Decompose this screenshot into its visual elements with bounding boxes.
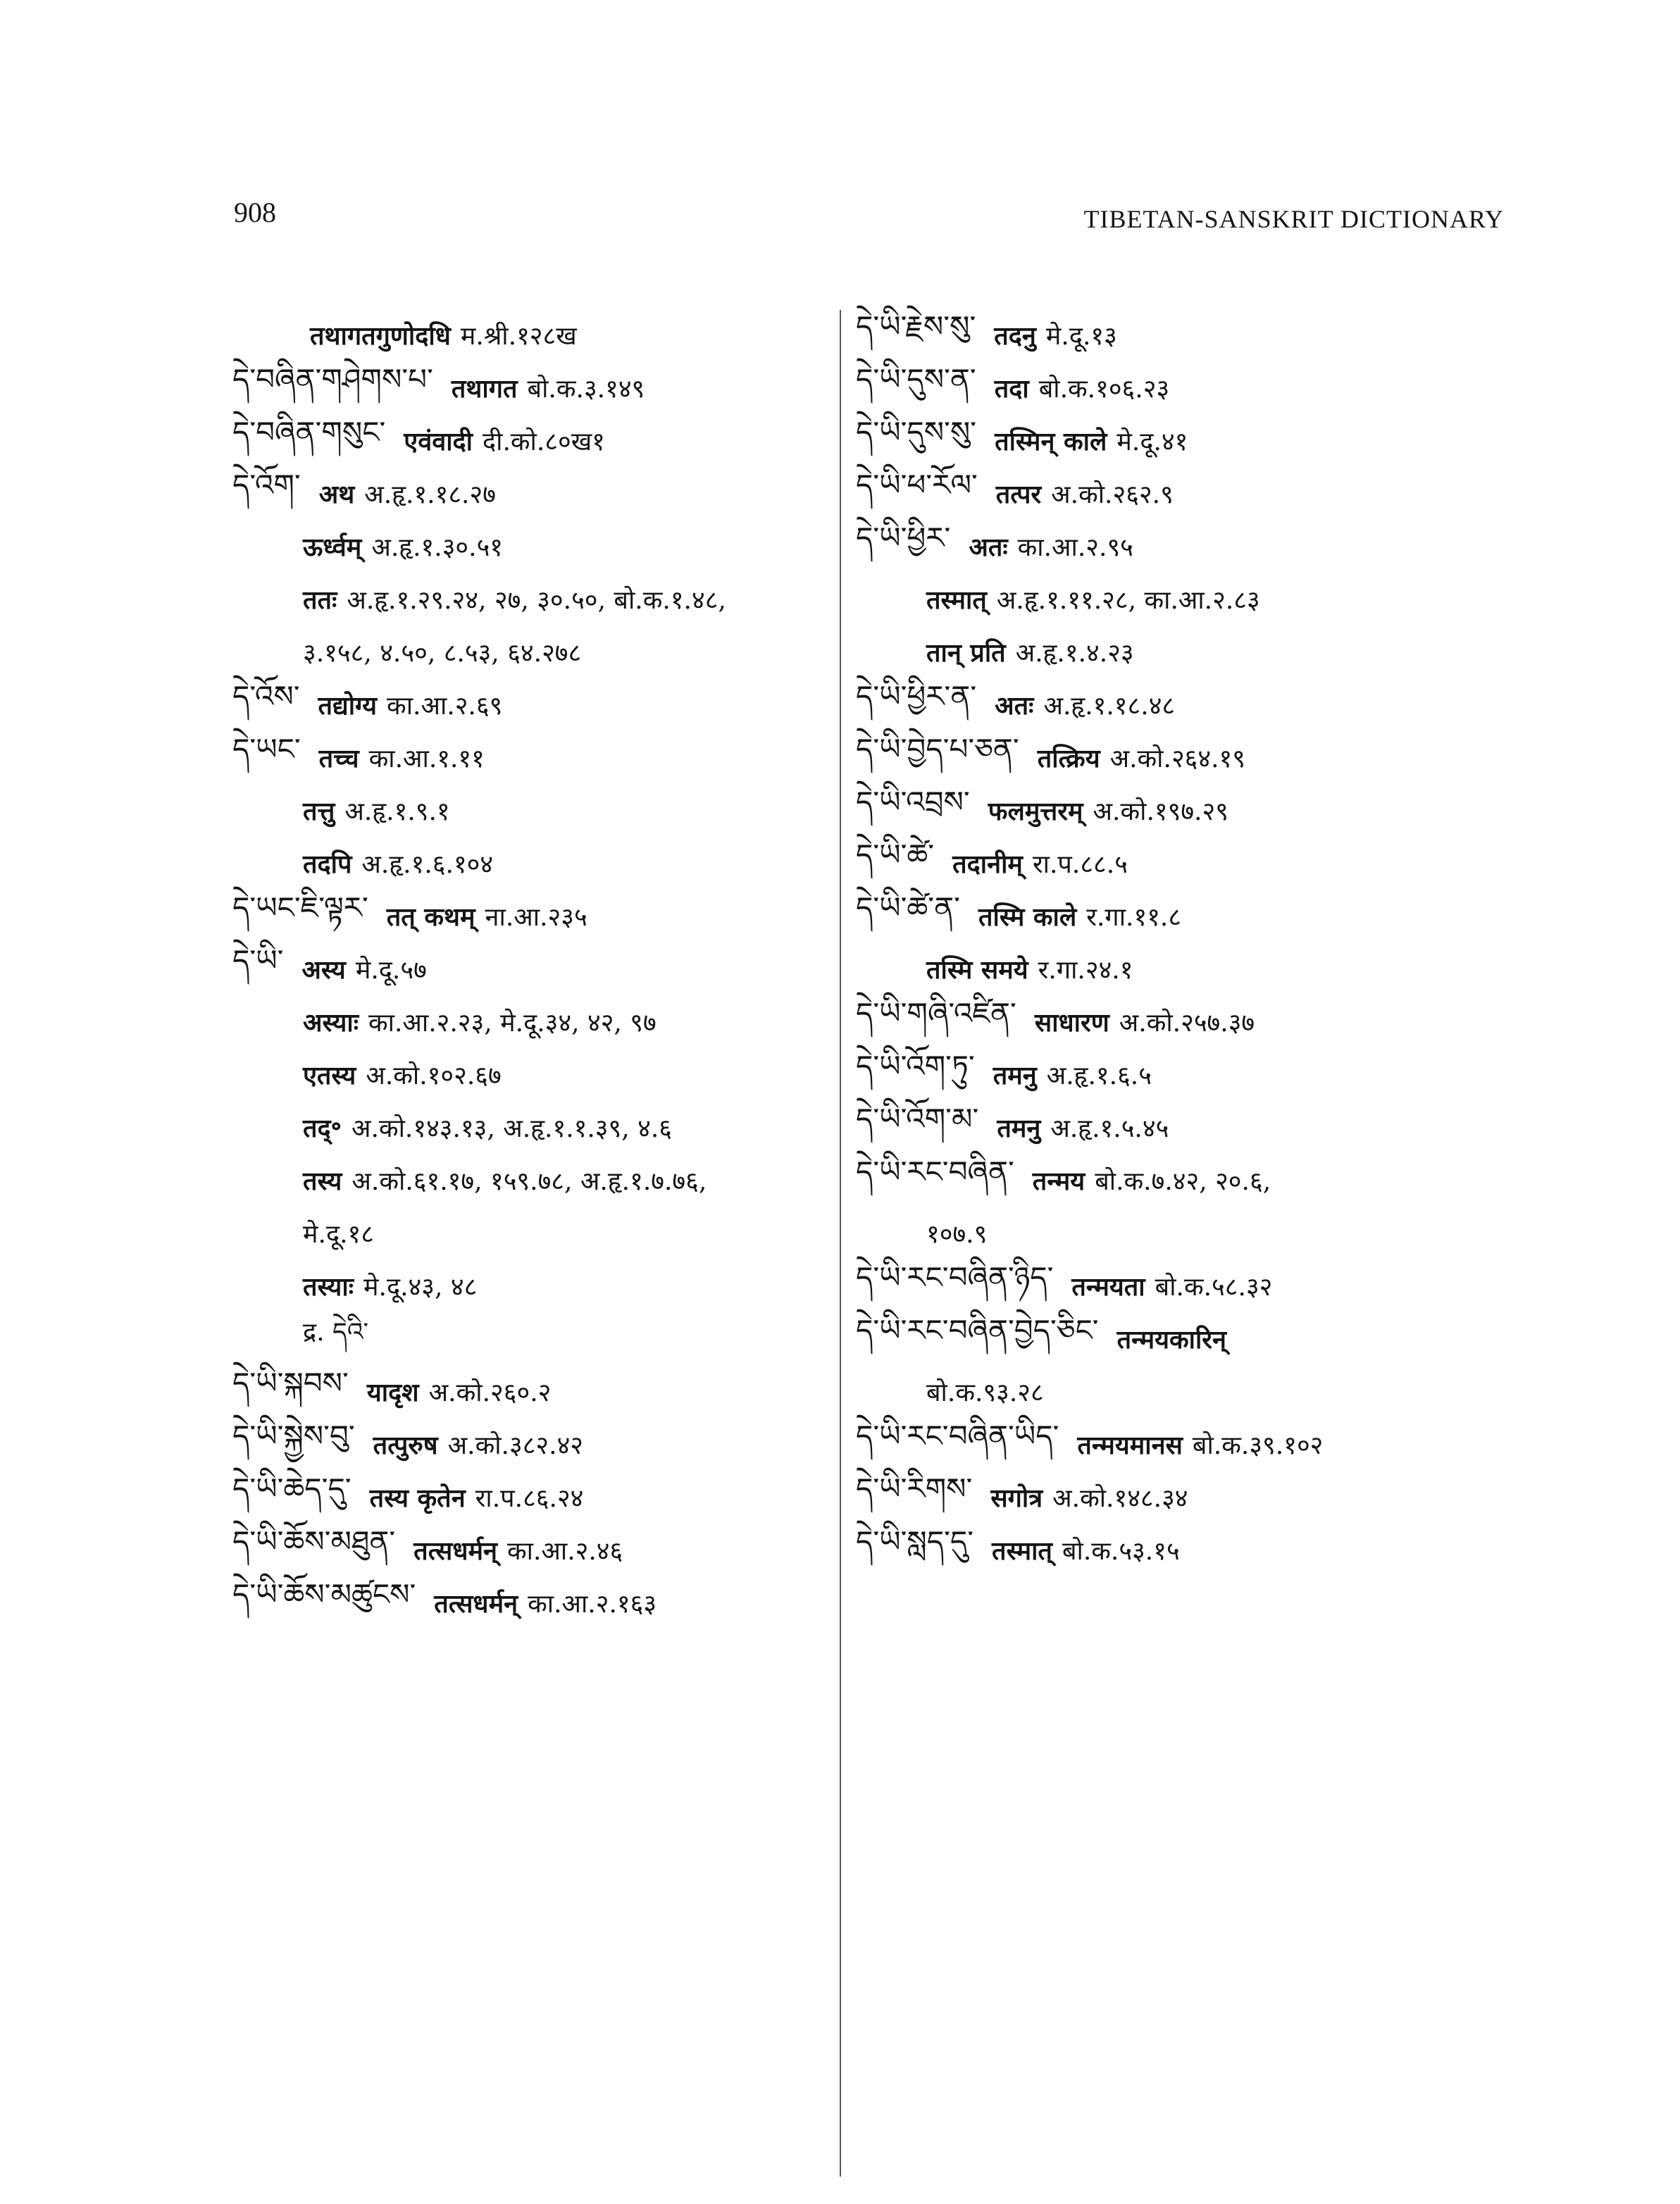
page-header bbox=[0, 0, 1680, 254]
sanskrit-equivalent: तत्सधर्मन् bbox=[413, 1536, 497, 1566]
source-reference: अ.हृ.१.२९.२४, २७, ३०.५०, बो.क.१.४८, bbox=[347, 586, 726, 615]
sanskrit-equivalent: तद्॰ bbox=[303, 1114, 342, 1143]
sanskrit-equivalent: तस्मात् bbox=[926, 585, 987, 615]
dictionary-entry bbox=[856, 784, 1476, 837]
source-reference: द्र. དེའི་ bbox=[303, 1317, 369, 1347]
column-divider bbox=[840, 310, 841, 2177]
source-reference: अ.को.२५७.३७ bbox=[1119, 1009, 1255, 1038]
tibetan-headword: དེ་ཡི་ཚེ་ bbox=[856, 838, 935, 872]
tibetan-headword: དེ་ཡི་འོག་ཏུ་ bbox=[856, 1049, 975, 1083]
tibetan-headword: དེ་ཡང་ཇི་ལྟར་ bbox=[232, 890, 368, 925]
sanskrit-equivalent: तस्मात् bbox=[992, 1536, 1052, 1566]
source-reference: का.आ.१.११ bbox=[368, 745, 485, 773]
source-reference: म.श्री.१२८ख bbox=[460, 322, 577, 351]
dictionary-entry bbox=[856, 1524, 1476, 1576]
page-number: 908 bbox=[234, 197, 276, 228]
source-reference: अ.हृ.१.११.२८, का.आ.२.८३ bbox=[996, 586, 1260, 615]
dictionary-entry bbox=[856, 1312, 1476, 1365]
dictionary-entry bbox=[856, 520, 1476, 573]
sanskrit-equivalent: तस्मि काले bbox=[978, 902, 1077, 932]
sanskrit-equivalent: तदा bbox=[994, 374, 1029, 404]
source-reference: का.आ.२.६९ bbox=[387, 692, 503, 721]
tibetan-headword: དེ་ཡི་རྗེས་སུ་ bbox=[856, 309, 976, 344]
source-reference: अ.को.१४३.१३, अ.हृ.१.१.३९, ४.६ bbox=[351, 1114, 673, 1143]
sanskrit-equivalent: तन्मयता bbox=[1071, 1272, 1145, 1302]
sanskrit-equivalent: तस्य कृतेन bbox=[369, 1483, 466, 1513]
source-reference: अ.हृ.१.६.१०४ bbox=[361, 850, 494, 879]
source-reference: मे.दू.४१ bbox=[1116, 428, 1188, 456]
sanskrit-equivalent: तत्क्रिय bbox=[1037, 744, 1100, 773]
tibetan-headword: དེ་བཞིན་གསུང་ bbox=[232, 415, 386, 449]
sanskrit-equivalent: तच्च bbox=[318, 744, 359, 773]
sanskrit-equivalent: तमनु bbox=[993, 1061, 1037, 1090]
tibetan-headword: དེ་ཡི་རང་བཞིན་ bbox=[856, 1154, 1014, 1189]
sanskrit-equivalent: तत्पर bbox=[995, 480, 1042, 509]
source-reference: का.आ.२.९५ bbox=[1017, 533, 1133, 562]
source-reference: अ.हृ.१.१८.४८ bbox=[1043, 692, 1176, 721]
source-reference: बो.क.७.४२, २०.६, bbox=[1095, 1167, 1271, 1196]
source-reference: मे.दू.४३, ४८ bbox=[363, 1273, 478, 1302]
source-reference: अ.को.६१.१७, १५९.७८, अ.हृ.१.७.७६, bbox=[351, 1167, 707, 1196]
sanskrit-equivalent: अस्य bbox=[301, 955, 346, 985]
source-reference: ना.आ.२३५ bbox=[485, 903, 587, 932]
source-reference: अ.को.२६४.१९ bbox=[1109, 745, 1245, 773]
tibetan-headword: དེ་ཡི་རང་བཞིན་ཉིད་ bbox=[856, 1260, 1054, 1295]
source-reference: अ.को.३८२.४२ bbox=[447, 1431, 584, 1460]
source-reference: का.आ.२.४६ bbox=[506, 1537, 623, 1566]
tibetan-headword: དེ་ཡི་སླད་དུ་ bbox=[856, 1524, 974, 1559]
dictionary-entry bbox=[856, 890, 1476, 942]
source-reference: रा.प.८६.२४ bbox=[475, 1484, 584, 1513]
source-reference: अ.को.२६२.९ bbox=[1051, 480, 1174, 509]
tibetan-headword: དེ་འོས་ bbox=[232, 679, 300, 714]
tibetan-headword: དེ་ཡི་ཚེ་ན་ bbox=[856, 890, 960, 925]
sanskrit-equivalent: तदानीम् bbox=[952, 849, 1023, 879]
source-reference: रा.प.८८.५ bbox=[1032, 850, 1128, 879]
tibetan-headword: དེ་ཡི་ཕྱིར་ bbox=[856, 521, 951, 555]
sanskrit-equivalent: तद्योग्य bbox=[318, 691, 378, 721]
dictionary-entry bbox=[232, 573, 838, 625]
sanskrit-equivalent: तदनु bbox=[994, 321, 1036, 351]
sanskrit-equivalent: अस्याः bbox=[303, 1008, 359, 1038]
sanskrit-equivalent: ऊर्ध्वम् bbox=[303, 533, 362, 562]
source-reference: अ.हृ.१.६.५ bbox=[1046, 1061, 1152, 1090]
sanskrit-equivalent: तन्मयकारिन् bbox=[1116, 1325, 1227, 1355]
dictionary-entry bbox=[232, 520, 838, 573]
tibetan-headword: དེ་ཡི་དུས་ན་ bbox=[856, 362, 976, 397]
dictionary-entry bbox=[232, 1576, 838, 1629]
source-reference: मे.दू.१३ bbox=[1045, 322, 1117, 351]
sanskrit-equivalent: एतस्य bbox=[303, 1061, 356, 1090]
tibetan-headword: དེ་བཞིན་གཤེགས་པ་ bbox=[232, 362, 433, 397]
sanskrit-equivalent: तस्य bbox=[303, 1166, 342, 1196]
source-reference: दी.को.८०ख१ bbox=[483, 428, 605, 456]
dictionary-entry bbox=[232, 625, 838, 678]
source-reference: अ.को.१०२.६७ bbox=[366, 1061, 502, 1090]
tibetan-headword: དེ་ཡི་བྱེད་པ་ཅན་ bbox=[856, 732, 1019, 766]
source-reference: अ.हृ.१.९.१ bbox=[344, 797, 450, 826]
sanskrit-equivalent: तस्मिन् काले bbox=[995, 427, 1107, 456]
sanskrit-equivalent: तन्मय bbox=[1032, 1166, 1085, 1196]
tibetan-headword: དེ་འོག་ bbox=[232, 468, 301, 502]
tibetan-headword: དེ་ཡི་སྐབས་ bbox=[232, 1366, 349, 1400]
source-reference: बो.क.३९.१०२ bbox=[1192, 1431, 1324, 1460]
dictionary-entry bbox=[232, 784, 838, 837]
sanskrit-equivalent: तमनु bbox=[997, 1114, 1041, 1143]
source-reference: बो.क.५३.१५ bbox=[1062, 1537, 1180, 1566]
source-reference: मे.दू.१८ bbox=[303, 1220, 374, 1249]
source-reference: बो.क.९३.२८ bbox=[926, 1378, 1044, 1407]
dictionary-entry bbox=[232, 995, 838, 1048]
dictionary-entry bbox=[232, 1101, 838, 1154]
left-column bbox=[232, 309, 838, 1629]
tibetan-headword: དེ་ཡི་ཆོས་མཚུངས་ bbox=[232, 1577, 416, 1612]
tibetan-headword: དེ་ཡི་རིགས་ bbox=[856, 1471, 973, 1506]
tibetan-headword: དེ་ཡི་ཆོས་མཐུན་ bbox=[232, 1524, 396, 1559]
tibetan-headword: དེ་ཡི་རང་བཞིན་ཡིད་ bbox=[856, 1419, 1059, 1453]
tibetan-headword: དེ་ཡི་འབྲས་ bbox=[856, 785, 970, 819]
source-reference: र.गा.२४.१ bbox=[1038, 956, 1133, 985]
tibetan-headword: དེ་ཡི་སྐྱེས་བུ་ bbox=[232, 1419, 355, 1453]
sanskrit-equivalent: सगोत्र bbox=[990, 1483, 1043, 1513]
sanskrit-equivalent: तत् कथम् bbox=[386, 902, 475, 932]
dictionary-entry bbox=[232, 731, 838, 784]
dictionary-entry bbox=[232, 678, 838, 731]
dictionary-entry bbox=[232, 890, 838, 942]
source-reference: अ.हृ.१.५.४५ bbox=[1050, 1114, 1169, 1143]
tibetan-headword: དེ་ཡི་རང་བཞིན་བྱེད་ཅིང་ bbox=[856, 1313, 1099, 1347]
dictionary-entry bbox=[232, 414, 838, 467]
sanskrit-equivalent: तत्तु bbox=[303, 797, 335, 826]
source-reference: का.आ.२.१६३ bbox=[528, 1590, 657, 1619]
dictionary-entry bbox=[232, 1154, 838, 1207]
tibetan-headword: དེ་ཡི་གཞི་འཛིན་ bbox=[856, 996, 1016, 1031]
source-reference: बो.क.१०६.२३ bbox=[1038, 375, 1170, 404]
dictionary-entry bbox=[856, 1154, 1476, 1207]
sanskrit-equivalent: अतः bbox=[969, 533, 1008, 562]
sanskrit-equivalent: यादृश bbox=[366, 1378, 419, 1407]
tibetan-headword: དེ་ཡང་ bbox=[232, 732, 301, 766]
sanskrit-equivalent: तदपि bbox=[303, 849, 352, 879]
source-reference: अ.को.२६०.२ bbox=[428, 1378, 552, 1407]
source-reference: अ.को.१४८.३४ bbox=[1052, 1484, 1188, 1513]
source-reference: बो.क.३.१४९ bbox=[527, 375, 645, 404]
right-column bbox=[856, 309, 1476, 1576]
sanskrit-equivalent: साधारण bbox=[1034, 1008, 1109, 1038]
source-reference: ३.१५८, ४.५०, ८.५३, ६४.२७८ bbox=[303, 639, 582, 668]
source-reference: अ.को.१९७.२९ bbox=[1093, 797, 1228, 826]
sanskrit-equivalent: ततः bbox=[303, 585, 337, 615]
source-reference: अ.हृ.१.३०.५१ bbox=[371, 533, 504, 562]
tibetan-headword: དེ་ཡི་ཕྱིར་ན་ bbox=[856, 679, 977, 714]
source-reference: १०७.९ bbox=[926, 1220, 988, 1249]
source-reference: मे.दू.५७ bbox=[355, 956, 427, 985]
sanskrit-equivalent: तान् प्रति bbox=[926, 638, 1006, 668]
dictionary-entry bbox=[232, 1048, 838, 1101]
source-reference: बो.क.५८.३२ bbox=[1155, 1273, 1273, 1302]
tibetan-headword: དེ་ཡི་ཆེད་དུ་ bbox=[232, 1471, 351, 1506]
sanskrit-equivalent: एवंवादी bbox=[404, 427, 473, 456]
tibetan-headword: དེ་ཡི་ཕ་རོལ་ bbox=[856, 468, 978, 502]
source-reference: अ.हृ.१.१८.२७ bbox=[364, 480, 496, 509]
sanskrit-equivalent: तथागत bbox=[451, 374, 518, 404]
sanskrit-equivalent: अथ bbox=[318, 480, 355, 509]
tibetan-headword: དེ་ཡི་ bbox=[232, 943, 284, 978]
dictionary-entry bbox=[232, 1207, 838, 1259]
sanskrit-equivalent: तथागतगुणोदधि bbox=[310, 321, 451, 351]
sanskrit-equivalent: अतः bbox=[995, 691, 1034, 721]
sanskrit-equivalent: तन्मयमानस bbox=[1077, 1431, 1183, 1460]
sanskrit-equivalent: तत्पुरुष bbox=[373, 1431, 438, 1460]
source-reference: का.आ.२.२३, मे.दू.३४, ४२, ९७ bbox=[368, 1009, 657, 1038]
tibetan-headword: དེ་ཡི་འོག་མ་ bbox=[856, 1102, 979, 1136]
sanskrit-equivalent: फलमुत्तरम् bbox=[988, 797, 1083, 826]
sanskrit-equivalent: तत्सधर्मन् bbox=[434, 1589, 518, 1619]
source-reference: र.गा.११.८ bbox=[1086, 903, 1182, 932]
sanskrit-equivalent: तस्मि समये bbox=[926, 955, 1028, 985]
source-reference: अ.हृ.१.४.२३ bbox=[1015, 639, 1134, 668]
running-head: TIBETAN-SANSKRIT DICTIONARY bbox=[1083, 205, 1504, 233]
sanskrit-equivalent: तस्याः bbox=[303, 1272, 354, 1302]
tibetan-headword: དེ་ཡི་དུས་སུ་ bbox=[856, 415, 977, 449]
